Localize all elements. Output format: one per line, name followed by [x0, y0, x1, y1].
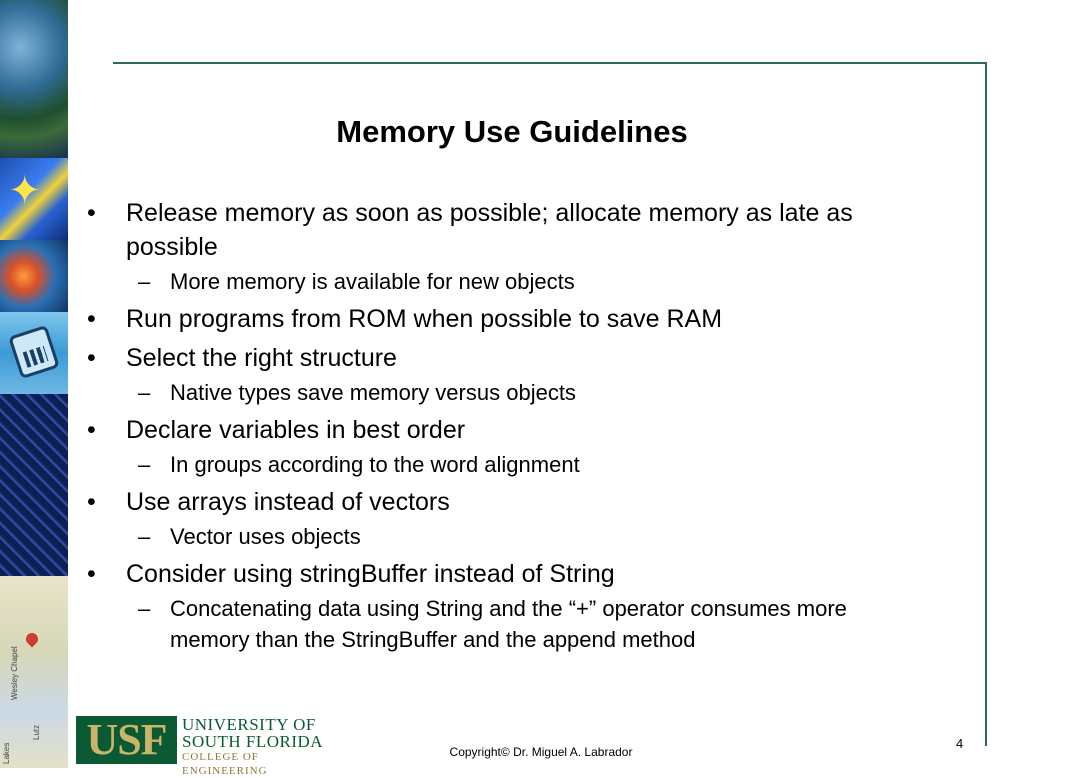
- dash-marker: –: [138, 452, 151, 477]
- bullet-item: • Run programs from ROM when possible to save RAM: [84, 302, 944, 336]
- sub-bullet-item: [138, 593, 944, 655]
- slide-content: [84, 196, 944, 660]
- bullet-item: • Select the right structure: [84, 341, 944, 375]
- dash-marker: –: [138, 524, 151, 549]
- sub-bullet-item: [138, 266, 944, 297]
- bullet-item: • Declare variables in best order: [84, 413, 944, 447]
- bullet-item: • Consider using stringBuffer instead of String: [84, 557, 944, 591]
- page-number: 4: [956, 736, 964, 751]
- usf-logo-mark: USF: [76, 716, 177, 764]
- dash-marker: –: [138, 269, 151, 294]
- sub-bullet-item: [138, 449, 944, 480]
- sub-bullet-text: Concatenating data using String and the “+” operator consumes more memory than the StringBuffer and the append method: [170, 596, 847, 652]
- copyright-text: Copyright© Dr. Miguel A. Labrador: [449, 745, 633, 759]
- sub-bullet-text: Vector uses objects: [170, 524, 361, 549]
- frame-right-line: [985, 62, 987, 746]
- map-label: Wesley Chapel: [10, 646, 19, 700]
- bullet-item: • Release memory as soon as possible; allocate memory as late as possible: [84, 196, 944, 264]
- sub-bullet-text: More memory is available for new objects: [170, 269, 575, 294]
- sub-bullet-text: Native types save memory versus objects: [170, 380, 576, 405]
- map-label: Lakes: [2, 742, 11, 764]
- map-label: Lutz: [32, 724, 41, 740]
- dash-marker: –: [138, 596, 151, 621]
- sub-bullet-text: In groups according to the word alignment: [170, 452, 580, 477]
- logo-line-1: UNIVERSITY OF: [182, 715, 316, 734]
- slide-title: Memory Use Guidelines: [336, 114, 688, 149]
- brain-image: [0, 240, 68, 312]
- satellite-icon: ✦: [8, 169, 42, 213]
- bullet-item: • Use arrays instead of vectors: [84, 485, 944, 519]
- logo-line-2: SOUTH FLORIDA: [182, 732, 324, 751]
- circuit-image: [0, 394, 68, 576]
- sub-bullet-item: [138, 377, 944, 408]
- sub-bullet-item: [138, 521, 944, 552]
- dash-marker: –: [138, 380, 151, 405]
- logo-line-3: COLLEGE OF ENGINEERING: [182, 751, 268, 777]
- frame-top-line: [113, 62, 987, 64]
